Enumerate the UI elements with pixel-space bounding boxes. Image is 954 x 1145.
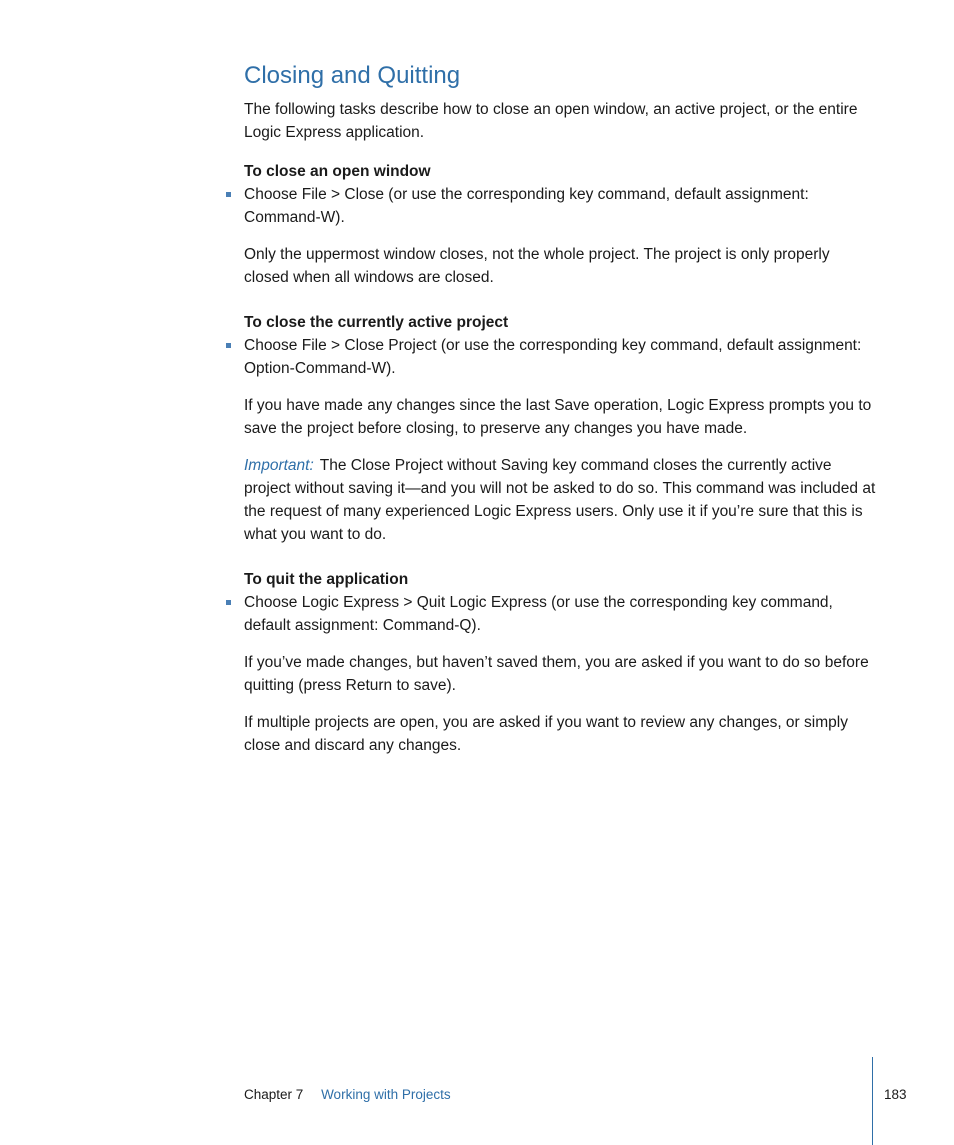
task-heading-quit-application: To quit the application bbox=[244, 571, 409, 588]
note-paragraph: If you have made any changes since the last Save operation, Logic Express prompts you to save the project before closing, to preserve any changes you have made. bbox=[244, 397, 872, 437]
important-label: Important: bbox=[244, 457, 314, 474]
intro-paragraph: The following tasks describe how to close an open window, an active project, or the entire Logic Express application. bbox=[244, 101, 858, 141]
footer-divider bbox=[872, 1057, 873, 1145]
important-text: The Close Project without Saving key command closes the currently active project without saving it—and you will not be asked to do so. This command was included at the request of many experienced Logic Express users. Only use it if you’re sure that this is what you want to do. bbox=[244, 457, 876, 543]
task-heading-close-project: To close the currently active project bbox=[244, 314, 509, 331]
bullet-text: Choose File > Close Project (or use the corresponding key command, default assignment: Option-Command-W). bbox=[244, 337, 862, 377]
bullet-square-icon bbox=[226, 192, 231, 197]
footer-chapter-title: Working with Projects bbox=[321, 1087, 451, 1102]
task-heading-close-window: To close an open window bbox=[244, 163, 431, 180]
task-bullet-close-window bbox=[244, 183, 876, 229]
task-bullet-quit-application bbox=[244, 591, 876, 637]
note-paragraph: If you’ve made changes, but haven’t saved them, you are asked if you want to do so before quitting (press Return to save). bbox=[244, 654, 869, 694]
bullet-square-icon bbox=[226, 343, 231, 348]
section-title: Closing and Quitting bbox=[244, 62, 461, 89]
note-paragraph: If multiple projects are open, you are asked if you want to review any changes, or simply close and discard any changes. bbox=[244, 714, 848, 754]
important-note bbox=[244, 454, 876, 546]
bullet-square-icon bbox=[226, 600, 231, 605]
note-paragraph: Only the uppermost window closes, not the whole project. The project is only properly closed when all windows are closed. bbox=[244, 246, 830, 286]
bullet-text: Choose Logic Express > Quit Logic Express (or use the corresponding key command, default assignment: Command-Q). bbox=[244, 594, 833, 634]
bullet-text: Choose File > Close (or use the corresponding key command, default assignment: Command-W). bbox=[244, 186, 809, 226]
page-content bbox=[244, 60, 876, 771]
page-number: 183 bbox=[884, 1087, 907, 1102]
page-footer bbox=[244, 1086, 451, 1104]
footer-chapter: Chapter 7 bbox=[244, 1087, 304, 1102]
task-bullet-close-project bbox=[244, 334, 876, 380]
